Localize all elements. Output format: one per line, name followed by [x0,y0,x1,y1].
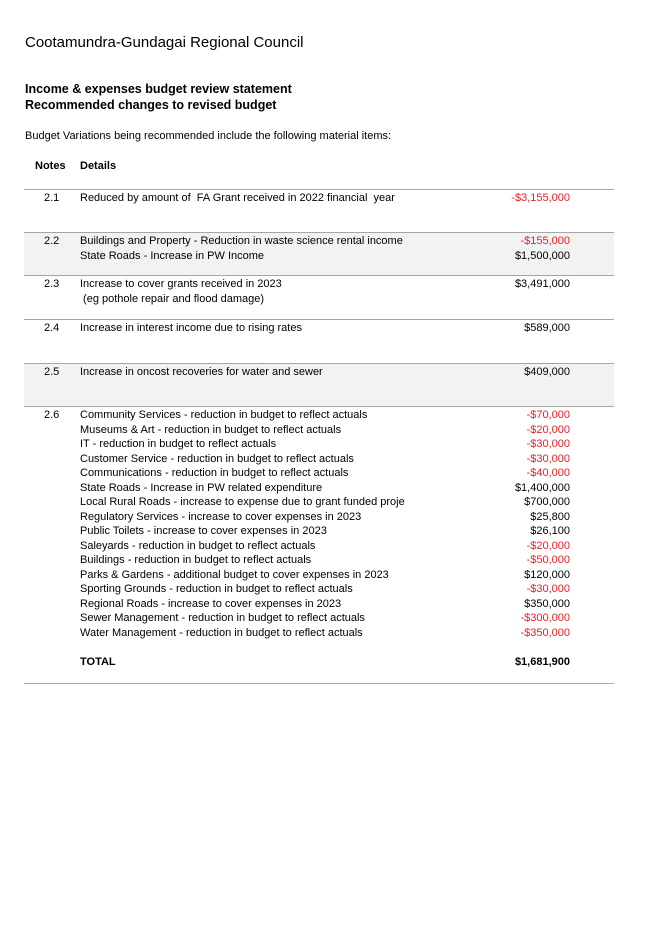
detail-text: IT - reduction in budget to reflect actuals [80,438,277,450]
detail-text: (eg pothole repair and flood damage) [80,292,265,305]
budget-section [24,275,614,320]
detail-row [80,539,570,554]
detail-amount: -$300,000 [520,612,570,624]
detail-row [80,597,570,612]
detail-row [80,611,570,626]
column-header-details: Details [80,160,117,172]
detail-text: Buildings - reduction in budget to reflect actuals [80,554,312,566]
detail-amount: -$40,000 [526,467,570,479]
detail-amount: -$3,155,000 [511,192,570,204]
detail-text: Buildings and Property - Reduction in waste science rental income [80,235,403,247]
detail-amount: -$20,000 [526,423,570,436]
note-number: 2.6 [44,409,60,421]
note-number: 2.5 [44,366,60,378]
detail-row [80,510,570,525]
total-label: TOTAL [80,655,116,668]
detail-row [80,466,570,481]
intro-text: Budget Variations being recommended include the following material items: [25,130,392,142]
detail-amount: -$30,000 [526,583,570,595]
note-number: 2.1 [44,192,60,204]
detail-row [80,321,570,336]
detail-amount: $25,800 [530,510,570,523]
detail-row [80,553,570,568]
detail-text: Customer Service - reduction in budget to reflect actuals [80,452,354,465]
detail-amount: $409,000 [524,366,570,378]
detail-text: Parks & Gardens - additional budget to cover expenses in 2023 [80,568,389,581]
total-row [80,655,570,670]
detail-row [80,568,570,583]
detail-row [80,495,570,510]
detail-amount: -$155,000 [520,235,570,247]
detail-amount: -$50,000 [526,554,570,566]
detail-amount: -$70,000 [526,409,570,421]
note-number: 2.2 [44,235,60,247]
note-number: 2.4 [44,322,60,334]
detail-text: Saleyards - reduction in budget to reflect actuals [80,539,316,552]
detail-amount: -$350,000 [520,626,570,639]
detail-text: State Roads - Increase in PW Income [80,249,265,262]
detail-row [80,234,570,249]
statement-subtitle: Recommended changes to revised budget [25,98,277,112]
detail-text: State Roads - Increase in PW related expenditure [80,481,323,494]
detail-amount: $350,000 [524,597,570,610]
budget-section [24,319,614,364]
detail-row [80,408,570,423]
detail-text: Regional Roads - increase to cover expenses in 2023 [80,597,342,610]
detail-row [80,365,570,380]
detail-text: Public Toilets - increase to cover expenses in 2023 [80,525,327,537]
detail-row [80,452,570,467]
detail-text: Sewer Management - reduction in budget to reflect actuals [80,612,365,624]
detail-text: Communications - reduction in budget to reflect actuals [80,467,349,479]
detail-row [80,582,570,597]
detail-text: Water Management - reduction in budget to reflect actuals [80,626,363,639]
budget-section [24,189,614,233]
detail-row [80,277,570,292]
detail-amount: $700,000 [524,496,570,508]
detail-amount: $3,491,000 [514,278,570,290]
detail-row [80,292,570,307]
column-header-notes: Notes [35,160,66,172]
detail-row [80,191,570,206]
detail-row [80,626,570,641]
detail-text: Reduced by amount of FA Grant received in 2022 financial year [80,192,395,204]
detail-amount: $26,100 [530,525,570,537]
detail-text: Local Rural Roads - increase to expense due to grant funded proje [80,496,405,508]
note-number: 2.3 [44,278,60,290]
detail-row [80,481,570,496]
detail-amount: -$30,000 [526,438,570,450]
detail-row [80,524,570,539]
detail-row [80,423,570,438]
detail-row [80,437,570,452]
total-amount: $1,681,900 [514,655,570,668]
detail-row [80,249,570,264]
detail-amount: $1,500,000 [514,249,570,262]
detail-amount: $120,000 [524,568,570,581]
detail-text: Community Services - reduction in budget to reflect actuals [80,409,368,421]
council-name: Cootamundra-Gundagai Regional Council [25,34,304,51]
detail-text: Museums & Art - reduction in budget to reflect actuals [80,423,342,436]
detail-text: Regulatory Services - increase to cover expenses in 2023 [80,510,362,523]
detail-amount: -$20,000 [526,539,570,552]
detail-text: Sporting Grounds - reduction in budget to reflect actuals [80,583,353,595]
budget-section [24,363,614,407]
detail-text: Increase to cover grants received in 2023 [80,278,282,290]
budget-section [24,232,614,276]
detail-amount: $589,000 [524,322,570,334]
detail-amount: $1,400,000 [514,481,570,494]
detail-text: Increase in interest income due to rising rates [80,322,302,334]
detail-amount: -$30,000 [526,452,570,465]
statement-title: Income & expenses budget review statement [25,82,292,96]
detail-text: Increase in oncost recoveries for water and sewer [80,366,323,378]
budget-section [24,406,614,684]
